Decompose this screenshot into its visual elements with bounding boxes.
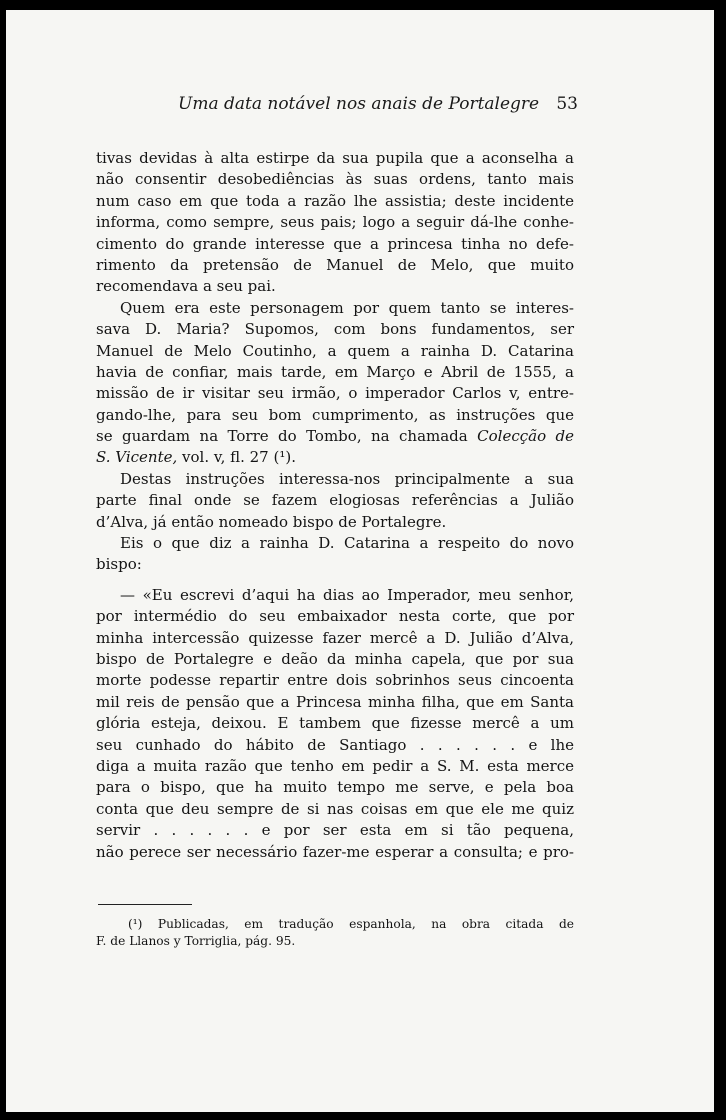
footnote-line: (¹) Publicadas, em tradução espanhola, na obra citada de (128, 917, 574, 931)
book-page (6, 10, 714, 1112)
text-line: sava D. Maria? Supomos, com bons fundamentos, ser (96, 320, 574, 339)
text-line: Manuel de Melo Coutinho, a quem a rainha D. Catarina (96, 341, 574, 360)
text-line: bispo de Portalegre e deão da minha capela, que por sua (96, 649, 574, 668)
text-line: num caso em que toda a razão lhe assistia; deste incidente (96, 191, 574, 210)
text-line: gando-lhe, para seu bom cumprimento, as instruções que (96, 405, 574, 424)
italic-title: Colecção de (477, 427, 574, 446)
text-line: — «Eu escrevi d’aqui ha dias ao Imperador, meu senhor, (120, 585, 574, 604)
text-segment: vol. v, fl. 27 (¹). (177, 448, 296, 467)
text-line: bispo: (96, 555, 142, 574)
text-line: parte final onde se fazem elogiosas referências a Julião (96, 491, 574, 510)
text-line: cimento do grande interesse que a princesa tinha no defe- (96, 234, 574, 253)
text-line: Quem era este personagem por quem tanto se interes- (120, 298, 574, 317)
text-line: havia de confiar, mais tarde, em Março e Abril de 1555, a (96, 362, 574, 381)
text-line: rimento da pretensão de Manuel de Melo, que muito (96, 255, 574, 274)
text-line: servir . . . . . . e por ser esta em si tão pequena, (96, 821, 574, 840)
text-line (96, 447, 574, 468)
text-line: Eis o que diz a rainha D. Catarina a respeito do novo (120, 534, 574, 553)
body-text (96, 148, 574, 863)
text-line: tivas devidas à alta estirpe da sua pupila que a aconselha a (96, 149, 574, 167)
text-line: conta que deu sempre de si nas coisas em que ele me quiz (96, 799, 574, 818)
paragraph-gap (96, 576, 574, 585)
text-line: diga a muita razão que tenho em pedir a S. M. esta merce (96, 756, 574, 775)
italic-title: S. Vicente, (96, 448, 178, 467)
text-line: minha intercessão quizesse fazer mercê a D. Julião d’Alva, (96, 628, 574, 647)
text-line (96, 426, 574, 447)
text-segment: se guardam na Torre do Tombo, na chamada (96, 427, 478, 446)
text-line: não perece ser necessário fazer-me esperar a consulta; e pro- (96, 842, 574, 861)
text-line: recomendava a seu pai. (96, 277, 276, 296)
footnote (96, 916, 574, 950)
text-line: seu cunhado do hábito de Santiago . . . . . . e lhe (96, 735, 574, 754)
text-line: glória esteja, deixou. E tambem que fizesse mercê a um (96, 714, 574, 733)
footnote-line: F. de Llanos y Torriglia, pág. 95. (96, 934, 296, 948)
text-line: informa, como sempre, seus pais; logo a seguir dá-lhe conhe- (96, 213, 574, 232)
footnote-rule (98, 904, 192, 905)
running-header (178, 94, 578, 118)
text-line: Destas instruções interessa-nos principalmente a sua (120, 469, 574, 488)
running-title: Uma data notável nos anais de Portalegre (178, 94, 540, 114)
text-line: mil reis de pensão que a Princesa minha filha, que em Santa (96, 692, 574, 711)
text-line: missão de ir visitar seu irmão, o imperador Carlos v, entre- (96, 384, 574, 403)
text-line: não consentir desobediências às suas ordens, tanto mais (96, 170, 574, 189)
text-line: morte podesse repartir entre dois sobrinhos seus cincoenta (96, 671, 574, 690)
text-line: por intermédio do seu embaixador nesta corte, que por (96, 607, 574, 626)
page-number: 53 (556, 94, 578, 114)
text-line: d’Alva, já então nomeado bispo de Portalegre. (96, 512, 447, 531)
text-line: para o bispo, que ha muito tempo me serve, e pela boa (96, 778, 574, 797)
